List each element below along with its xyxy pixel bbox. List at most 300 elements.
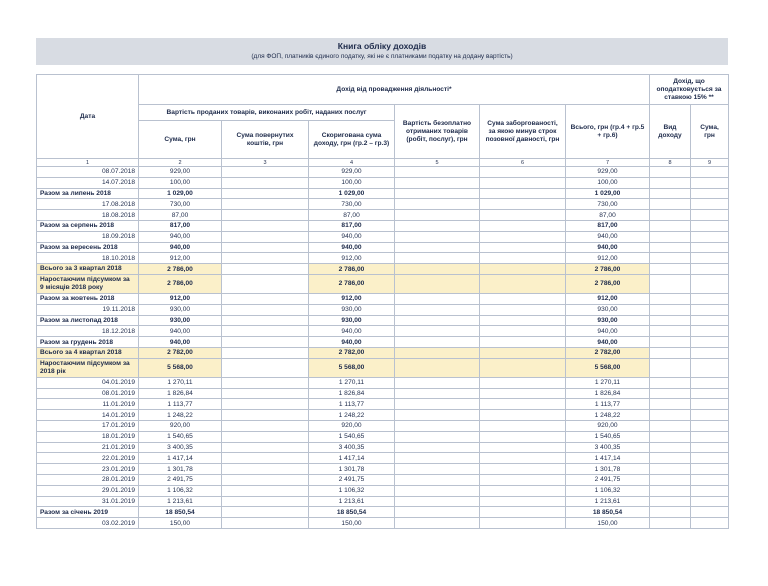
free-cell [395,453,480,464]
debt-cell [480,315,566,326]
table-row [37,167,729,178]
free-cell [395,177,480,188]
adjusted-cell: 2 491,75 [309,474,395,485]
returned-cell [222,410,309,421]
date-cell: 17.08.2018 [37,199,139,210]
date-cell: Разом за грудень 2018 [37,337,139,348]
date-cell: 18.12.2018 [37,326,139,337]
free-cell [395,242,480,253]
adjusted-cell: 1 540,65 [309,431,395,442]
adjusted-cell: 920,00 [309,420,395,431]
returned-cell [222,326,309,337]
returned-cell [222,496,309,507]
debt-cell [480,210,566,221]
sum15-cell [691,358,729,377]
returned-cell [222,304,309,315]
kind-cell [650,326,691,337]
header-adjusted: Скоригована сума доходу, грн (гр.2 – гр.3) [309,121,395,159]
returned-cell [222,274,309,293]
date-cell: Разом за вересень 2018 [37,242,139,253]
table-row [37,358,729,377]
table-row [37,337,729,348]
total-cell: 920,00 [566,420,650,431]
sum15-cell [691,410,729,421]
table-row [37,518,729,529]
free-cell [395,210,480,221]
total-cell: 1 301,78 [566,464,650,475]
kind-cell [650,274,691,293]
free-cell [395,337,480,348]
kind-cell [650,442,691,453]
adjusted-cell: 1 248,22 [309,410,395,421]
debt-cell [480,231,566,242]
adjusted-cell: 940,00 [309,326,395,337]
returned-cell [222,453,309,464]
document-subtitle: (для ФОП, платників єдиного податку, які не є платниками податку на додану вартість) [251,53,513,60]
debt-cell [480,410,566,421]
total-cell: 912,00 [566,253,650,264]
date-cell: 08.01.2019 [37,388,139,399]
kind-cell [650,431,691,442]
adjusted-cell: 3 400,35 [309,442,395,453]
total-cell: 940,00 [566,242,650,253]
free-cell [395,410,480,421]
kind-cell [650,464,691,475]
adjusted-cell: 1 029,00 [309,188,395,199]
kind-cell [650,453,691,464]
sum15-cell [691,188,729,199]
sum15-cell [691,326,729,337]
adjusted-cell: 2 786,00 [309,274,395,293]
kind-cell [650,337,691,348]
sum-cell: 940,00 [139,326,222,337]
free-cell [395,464,480,475]
total-cell: 1 029,00 [566,188,650,199]
sum-cell: 1 301,78 [139,464,222,475]
adjusted-cell: 2 782,00 [309,347,395,358]
kind-cell [650,188,691,199]
kind-cell [650,485,691,496]
debt-cell [480,420,566,431]
kind-cell [650,410,691,421]
free-cell [395,274,480,293]
table-row [37,420,729,431]
free-cell [395,420,480,431]
adjusted-cell: 1 213,61 [309,496,395,507]
returned-cell [222,431,309,442]
column-number: 4 [309,159,395,167]
returned-cell [222,188,309,199]
sum-cell: 1 213,61 [139,496,222,507]
debt-cell [480,347,566,358]
header-sum-15: Сума, грн [691,105,729,159]
total-cell: 1 826,84 [566,388,650,399]
kind-cell [650,474,691,485]
sum15-cell [691,177,729,188]
adjusted-cell: 1 113,77 [309,399,395,410]
sum-cell: 18 850,54 [139,507,222,518]
table-row [37,304,729,315]
total-cell: 2 782,00 [566,347,650,358]
returned-cell [222,167,309,178]
header-sum: Сума, грн [139,121,222,159]
table-row [37,231,729,242]
debt-cell [480,485,566,496]
table-row [37,453,729,464]
table-row [37,442,729,453]
total-cell: 930,00 [566,304,650,315]
sum15-cell [691,337,729,348]
free-cell [395,507,480,518]
column-number: 2 [139,159,222,167]
sum15-cell [691,388,729,399]
debt-cell [480,388,566,399]
kind-cell [650,377,691,388]
sum-cell: 1 417,14 [139,453,222,464]
adjusted-cell: 1 106,32 [309,485,395,496]
sum15-cell [691,496,729,507]
sum-cell: 1 248,22 [139,410,222,421]
free-cell [395,496,480,507]
free-cell [395,167,480,178]
free-cell [395,485,480,496]
debt-cell [480,442,566,453]
debt-cell [480,253,566,264]
sum-cell: 2 782,00 [139,347,222,358]
adjusted-cell: 930,00 [309,315,395,326]
returned-cell [222,399,309,410]
kind-cell [650,253,691,264]
date-cell: Всього за 4 квартал 2018 [37,347,139,358]
adjusted-cell: 940,00 [309,231,395,242]
total-cell: 730,00 [566,199,650,210]
total-cell: 2 786,00 [566,274,650,293]
adjusted-cell: 5 568,00 [309,358,395,377]
kind-cell [650,264,691,275]
total-cell: 1 540,65 [566,431,650,442]
table-row [37,293,729,304]
adjusted-cell: 1 270,11 [309,377,395,388]
free-cell [395,431,480,442]
debt-cell [480,264,566,275]
column-number: 1 [37,159,139,167]
total-cell: 817,00 [566,220,650,231]
adjusted-cell: 929,00 [309,167,395,178]
sum15-cell [691,507,729,518]
kind-cell [650,420,691,431]
total-cell: 1 417,14 [566,453,650,464]
returned-cell [222,242,309,253]
free-cell [395,377,480,388]
returned-cell [222,177,309,188]
table-row [37,474,729,485]
total-cell: 912,00 [566,293,650,304]
table-row [37,315,729,326]
date-cell: 08.07.2018 [37,167,139,178]
total-cell: 1 106,32 [566,485,650,496]
free-cell [395,442,480,453]
total-cell: 18 850,54 [566,507,650,518]
debt-cell [480,326,566,337]
column-number: 7 [566,159,650,167]
total-cell: 1 213,61 [566,496,650,507]
debt-cell [480,242,566,253]
date-cell: 21.01.2019 [37,442,139,453]
header-kind: Вид доходу [650,105,691,159]
free-cell [395,388,480,399]
table-row [37,377,729,388]
sum15-cell [691,399,729,410]
date-cell: 18.01.2019 [37,431,139,442]
kind-cell [650,199,691,210]
header-income: Дохід від провадження діяльності* [139,75,650,105]
debt-cell [480,474,566,485]
date-cell: 17.01.2019 [37,420,139,431]
column-number: 6 [480,159,566,167]
kind-cell [650,293,691,304]
adjusted-cell: 100,00 [309,177,395,188]
sum15-cell [691,199,729,210]
debt-cell [480,337,566,348]
sum15-cell [691,453,729,464]
column-numbers-row [37,159,729,167]
sum15-cell [691,253,729,264]
date-cell: 18.09.2018 [37,231,139,242]
table-row [37,464,729,475]
sum15-cell [691,518,729,529]
debt-cell [480,399,566,410]
free-cell [395,399,480,410]
date-cell: Всього за 3 квартал 2018 [37,264,139,275]
debt-cell [480,464,566,475]
date-cell: Наростаючим підсумком за 2018 рік [37,358,139,377]
document-title: Книга обліку доходів [337,41,427,51]
title-banner [36,38,728,65]
sum15-cell [691,167,729,178]
date-cell: 03.02.2019 [37,518,139,529]
table-row [37,496,729,507]
column-number: 8 [650,159,691,167]
debt-cell [480,167,566,178]
header-date: Дата [37,75,139,159]
free-cell [395,199,480,210]
income-ledger-table [36,74,729,529]
sum15-cell [691,315,729,326]
adjusted-cell: 150,00 [309,518,395,529]
header-goods: Вартість проданих товарів, виконаних робіт, наданих послуг [139,105,395,121]
adjusted-cell: 87,00 [309,210,395,221]
sum-cell: 1 106,32 [139,485,222,496]
sum15-cell [691,264,729,275]
debt-cell [480,431,566,442]
date-cell: 11.01.2019 [37,399,139,410]
kind-cell [650,347,691,358]
sum-cell: 930,00 [139,315,222,326]
header-free: Вартість безоплатно отриманих товарів (робіт, послуг), грн [395,105,480,159]
sum-cell: 2 491,75 [139,474,222,485]
sum15-cell [691,464,729,475]
sum-cell: 150,00 [139,518,222,529]
date-cell: 23.01.2019 [37,464,139,475]
sum-cell: 1 270,11 [139,377,222,388]
returned-cell [222,518,309,529]
returned-cell [222,464,309,475]
date-cell: 18.10.2018 [37,253,139,264]
kind-cell [650,304,691,315]
sum-cell: 930,00 [139,304,222,315]
free-cell [395,315,480,326]
sum15-cell [691,485,729,496]
sum15-cell [691,474,729,485]
table-row [37,177,729,188]
free-cell [395,188,480,199]
total-cell: 2 786,00 [566,264,650,275]
total-cell: 940,00 [566,326,650,337]
free-cell [395,264,480,275]
debt-cell [480,377,566,388]
debt-cell [480,518,566,529]
table-row [37,274,729,293]
table-row [37,253,729,264]
date-cell: Разом за січень 2019 [37,507,139,518]
debt-cell [480,220,566,231]
kind-cell [650,507,691,518]
adjusted-cell: 912,00 [309,253,395,264]
total-cell: 940,00 [566,231,650,242]
total-cell: 150,00 [566,518,650,529]
column-number: 9 [691,159,729,167]
sum-cell: 1 540,65 [139,431,222,442]
returned-cell [222,485,309,496]
free-cell [395,347,480,358]
kind-cell [650,231,691,242]
sum15-cell [691,442,729,453]
total-cell: 940,00 [566,337,650,348]
table-row [37,399,729,410]
total-cell: 100,00 [566,177,650,188]
total-cell: 1 270,11 [566,377,650,388]
header-returned: Сума повернутих коштів, грн [222,121,309,159]
date-cell: 04.01.2019 [37,377,139,388]
adjusted-cell: 2 786,00 [309,264,395,275]
debt-cell [480,358,566,377]
free-cell [395,474,480,485]
sum-cell: 1 113,77 [139,399,222,410]
free-cell [395,253,480,264]
debt-cell [480,274,566,293]
adjusted-cell: 18 850,54 [309,507,395,518]
total-cell: 2 491,75 [566,474,650,485]
adjusted-cell: 940,00 [309,242,395,253]
sum-cell: 730,00 [139,199,222,210]
table-row [37,326,729,337]
adjusted-cell: 912,00 [309,293,395,304]
sum-cell: 940,00 [139,242,222,253]
date-cell: Наростаючим підсумком за 9 місяців 2018 року [37,274,139,293]
returned-cell [222,358,309,377]
sum15-cell [691,377,729,388]
returned-cell [222,264,309,275]
debt-cell [480,496,566,507]
debt-cell [480,453,566,464]
sum-cell: 2 786,00 [139,274,222,293]
debt-cell [480,177,566,188]
returned-cell [222,210,309,221]
date-cell: Разом за серпень 2018 [37,220,139,231]
kind-cell [650,518,691,529]
date-cell: Разом за листопад 2018 [37,315,139,326]
header-income-15: Дохід, що оподатковується за ставкою 15% ** [650,75,729,105]
sum-cell: 912,00 [139,293,222,304]
sum15-cell [691,293,729,304]
date-cell: 14.01.2019 [37,410,139,421]
sum-cell: 940,00 [139,337,222,348]
sum15-cell [691,347,729,358]
sum-cell: 929,00 [139,167,222,178]
debt-cell [480,188,566,199]
debt-cell [480,304,566,315]
adjusted-cell: 930,00 [309,304,395,315]
adjusted-cell: 1 417,14 [309,453,395,464]
sum15-cell [691,210,729,221]
sum15-cell [691,304,729,315]
total-cell: 5 568,00 [566,358,650,377]
sum-cell: 912,00 [139,253,222,264]
table-row [37,347,729,358]
sum15-cell [691,274,729,293]
table-row [37,188,729,199]
returned-cell [222,388,309,399]
table-row [37,431,729,442]
adjusted-cell: 817,00 [309,220,395,231]
kind-cell [650,315,691,326]
debt-cell [480,293,566,304]
sum-cell: 5 568,00 [139,358,222,377]
kind-cell [650,167,691,178]
sum-cell: 3 400,35 [139,442,222,453]
date-cell: Разом за липень 2018 [37,188,139,199]
adjusted-cell: 1 301,78 [309,464,395,475]
returned-cell [222,231,309,242]
sum-cell: 817,00 [139,220,222,231]
sum-cell: 2 786,00 [139,264,222,275]
column-number: 5 [395,159,480,167]
date-cell: Разом за жовтень 2018 [37,293,139,304]
table-row [37,388,729,399]
returned-cell [222,293,309,304]
returned-cell [222,347,309,358]
date-cell: 22.01.2019 [37,453,139,464]
adjusted-cell: 730,00 [309,199,395,210]
table-row [37,199,729,210]
free-cell [395,304,480,315]
ledger-body [37,167,729,529]
table-row [37,242,729,253]
header-total: Всього, грн (гр.4 + гр.5 + гр.6) [566,105,650,159]
returned-cell [222,253,309,264]
returned-cell [222,199,309,210]
total-cell: 1 113,77 [566,399,650,410]
table-row [37,485,729,496]
adjusted-cell: 1 826,84 [309,388,395,399]
free-cell [395,326,480,337]
table-row [37,507,729,518]
kind-cell [650,210,691,221]
total-cell: 87,00 [566,210,650,221]
returned-cell [222,420,309,431]
kind-cell [650,399,691,410]
header-debt: Сума заборгованості, за якою минув строк позовної давності, грн [480,105,566,159]
